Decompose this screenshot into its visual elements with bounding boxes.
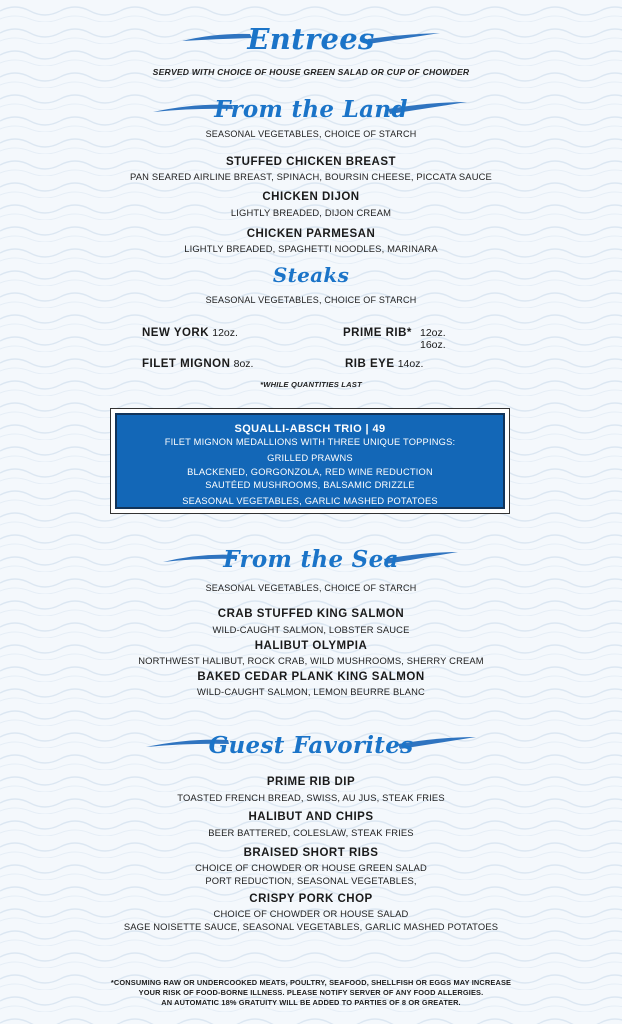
steak-name: FILET MIGNON (142, 358, 231, 370)
steaks-title: Steaks (272, 263, 350, 287)
menu-item-desc: PAN SEARED AIRLINE BREAST, SPINACH, BOURSIN CHEESE, PICCATA SAUCE (130, 171, 492, 182)
steak-size: 16oz. (420, 339, 446, 351)
menu-item-desc: NORTHWEST HALIBUT, ROCK CRAB, WILD MUSHROOMS, SHERRY CREAM (138, 655, 484, 666)
favorites-header (0, 728, 622, 768)
steaks-subtitle: SEASONAL VEGETABLES, CHOICE OF STARCH (205, 295, 417, 305)
menu-item-name: CRISPY PORK CHOP (249, 893, 373, 905)
trio-line: FILET MIGNON MEDALLIONS WITH THREE UNIQUE TOPPINGS: (164, 437, 456, 447)
land-subtitle: SEASONAL VEGETABLES, CHOICE OF STARCH (205, 129, 417, 139)
menu-item-desc: TOASTED FRENCH BREAD, SWISS, AU JUS, STEAK FRIES (177, 792, 445, 803)
entrees-subtitle: SERVED WITH CHOICE OF HOUSE GREEN SALAD OR CUP OF CHOWDER (152, 67, 470, 77)
steak-size: 12oz. (420, 327, 446, 339)
trio-line: GRILLED PRAWNS (267, 453, 353, 463)
menu-item-desc: PORT REDUCTION, SEASONAL VEGETABLES, (205, 875, 417, 886)
favorites-title: Guest Favorites (208, 732, 414, 759)
menu-item-desc: LIGHTLY BREADED, DIJON CREAM (230, 207, 392, 218)
menu-item-name: CHICKEN PARMESAN (246, 228, 376, 240)
menu-item-desc: WILD-CAUGHT SALMON, LEMON BEURRE BLANC (197, 686, 425, 697)
disclaimer-line: AN AUTOMATIC 18% GRATUITY WILL BE ADDED TO PARTIES OF 8 OR GREATER. (161, 998, 461, 1007)
sea-title: From the Sea (223, 546, 399, 573)
steaks-note: *WHILE QUANTITIES LAST (260, 380, 362, 389)
steak-item (142, 327, 238, 339)
menu-item-name: PRIME RIB DIP (266, 776, 356, 788)
steak-size: 8oz. (233, 358, 254, 370)
sea-header (0, 542, 622, 582)
menu-item-name: HALIBUT AND CHIPS (248, 811, 374, 823)
disclaimer-line: YOUR RISK OF FOOD-BORNE ILLNESS. PLEASE NOTIFY SERVER OF ANY FOOD ALLERGIES. (138, 988, 484, 997)
menu-item-desc: BEER BATTERED, COLESLAW, STEAK FRIES (208, 827, 414, 838)
steak-item (345, 358, 423, 370)
steak-size: 12oz. (212, 327, 238, 339)
trio-feature-panel (115, 413, 505, 509)
steak-name: PRIME RIB* (343, 327, 412, 339)
disclaimer-line: *CONSUMING RAW OR UNDERCOOKED MEATS, POULTRY, SEAFOOD, SHELLFISH OR EGGS MAY INCREASE (110, 978, 512, 987)
menu-item-name: STUFFED CHICKEN BREAST (225, 156, 397, 168)
menu-item-name: CHICKEN DIJON (262, 191, 360, 203)
land-header (0, 92, 622, 132)
menu-item-desc: LIGHTLY BREADED, SPAGHETTI NOODLES, MARINARA (184, 243, 438, 254)
trio-feature-box (110, 408, 510, 514)
menu-item-desc: CHOICE OF CHOWDER OR HOUSE SALAD (213, 908, 409, 919)
entrees-title: Entrees (247, 22, 375, 56)
entrees-header (0, 20, 622, 60)
menu-item-name: HALIBUT OLYMPIA (254, 640, 368, 652)
steak-name: RIB EYE (345, 358, 395, 370)
trio-line: BLACKENED, GORGONZOLA, RED WINE REDUCTION (187, 467, 433, 477)
steak-item (142, 358, 253, 370)
menu-item-name: BAKED CEDAR PLANK KING SALMON (197, 671, 425, 683)
menu-item-desc: SAGE NOISETTE SAUCE, SEASONAL VEGETABLES, GARLIC MASHED POTATOES (123, 921, 499, 932)
steak-name: NEW YORK (142, 327, 210, 339)
menu-item-desc: WILD-CAUGHT SALMON, LOBSTER SAUCE (212, 624, 410, 635)
steak-size: 14oz. (397, 358, 424, 370)
trio-line: SAUTÉED MUSHROOMS, BALSAMIC DRIZZLE (205, 480, 415, 490)
sea-subtitle: SEASONAL VEGETABLES, CHOICE OF STARCH (205, 583, 417, 593)
menu-item-name: CRAB STUFFED KING SALMON (217, 608, 405, 620)
land-title: From the Land (214, 96, 408, 123)
menu-item-desc: CHOICE OF CHOWDER OR HOUSE GREEN SALAD (195, 862, 427, 873)
trio-title: SQUALLI-ABSCH TRIO | 49 (234, 423, 386, 435)
steak-item (343, 327, 412, 339)
allergy-disclaimer (0, 978, 622, 1008)
trio-line: SEASONAL VEGETABLES, GARLIC MASHED POTATOES (182, 496, 438, 506)
menu-item-name: BRAISED SHORT RIBS (243, 847, 379, 859)
